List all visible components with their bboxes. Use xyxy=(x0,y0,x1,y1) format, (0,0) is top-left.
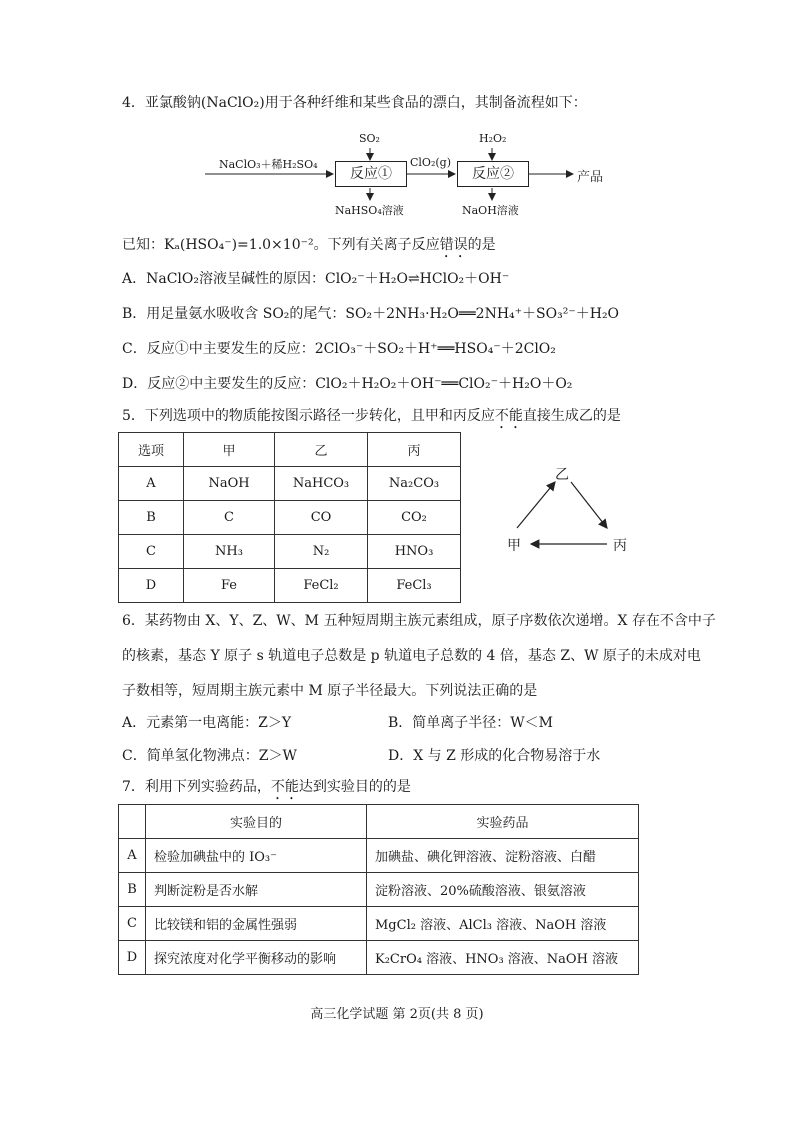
table-cell: D xyxy=(119,569,184,603)
table-cell: 判断淀粉是否水解 xyxy=(146,873,367,907)
q7-stem-emph: 不能 xyxy=(270,779,299,795)
table-cell: 比较镁和铝的金属性强弱 xyxy=(146,907,367,941)
flow-box-reaction1: 反应① xyxy=(335,161,407,187)
q4-option-d: D．反应②中主要发生的反应：ClO₂＋H₂O₂＋OH⁻══ClO₂⁻＋H₂O＋O₂ xyxy=(122,376,573,392)
table-cell: NaOH xyxy=(184,467,275,501)
table-cell: A xyxy=(119,839,146,873)
table-cell: Na₂CO₃ xyxy=(368,467,461,501)
table-cell: MgCl₂ 溶液、AlCl₃ 溶液、NaOH 溶液 xyxy=(367,907,639,941)
table-header: 丙 xyxy=(368,433,461,467)
flow-input: NaClO₃＋稀H₂SO₄ xyxy=(219,158,318,171)
flow-arrows xyxy=(205,130,625,220)
table-header: 实验目的 xyxy=(146,805,367,839)
table-cell: CO₂ xyxy=(368,501,461,535)
table-cell: 淀粉溶液、20%硫酸溶液、银氨溶液 xyxy=(367,873,639,907)
q5-stem-post: 直接生成乙的是 xyxy=(522,408,621,424)
table-row xyxy=(119,569,461,603)
table-header xyxy=(119,805,146,839)
q7-stem-post: 达到实验目的的是 xyxy=(298,779,411,795)
table-cell: NaHCO₃ xyxy=(275,467,368,501)
table-cell: NH₃ xyxy=(184,535,275,569)
q4-known-post: 的是 xyxy=(467,237,496,253)
flow-box1-top: SO₂ xyxy=(359,132,380,145)
table-row xyxy=(119,501,461,535)
table-row xyxy=(119,907,639,941)
q4-known-pre: 已知：Kₐ(HSO₄⁻)=1.0×10⁻²。下列有关离子反应 xyxy=(122,237,440,253)
table-header-row xyxy=(119,433,461,467)
table-row xyxy=(119,839,639,873)
q5-stem-pre: 5．下列选项中的物质能按图示路径一步转化，且甲和丙反应 xyxy=(122,408,495,424)
q4-stem: 4．亚氯酸钠(NaClO₂)用于各种纤维和某些食品的漂白，其制备流程如下： xyxy=(122,95,587,111)
q4-known-emph: 错误 xyxy=(439,237,468,253)
table-row xyxy=(119,467,461,501)
q4-known xyxy=(122,234,496,261)
q6-option-d: D．X 与 Z 形成的化合物易溶于水 xyxy=(388,748,601,764)
flow-box2-top: H₂O₂ xyxy=(479,132,507,145)
diagram-node-top: 乙 xyxy=(555,467,569,483)
q4-option-b: B．用足量氨水吸收含 SO₂的尾气：SO₂＋2NH₃·H₂O══2NH₄⁺＋SO₃²⁻＋H₂O xyxy=(122,306,620,322)
q7-table xyxy=(118,804,639,975)
q5-stem-emph: 不能 xyxy=(494,408,523,424)
q7-stem-pre: 7．利用下列实验药品， xyxy=(122,779,271,795)
flow-box2-bottom: NaOH溶液 xyxy=(462,204,519,217)
q7-stem xyxy=(122,776,411,803)
table-cell: Fe xyxy=(184,569,275,603)
table-cell: C xyxy=(184,501,275,535)
table-cell: B xyxy=(119,873,146,907)
flow-mid: ClO₂(g) xyxy=(410,156,451,169)
table-cell: A xyxy=(119,467,184,501)
table-header-row xyxy=(119,805,639,839)
table-cell: C xyxy=(119,907,146,941)
q4-flow-diagram xyxy=(205,130,625,220)
table-cell: 加碘盐、碘化钾溶液、淀粉溶液、白醋 xyxy=(367,839,639,873)
table-cell: 检验加碘盐中的 IO₃⁻ xyxy=(146,839,367,873)
table-cell: FeCl₂ xyxy=(275,569,368,603)
flow-output: 产品 xyxy=(577,170,604,185)
table-cell: C xyxy=(119,535,184,569)
table-header: 乙 xyxy=(275,433,368,467)
diagram-node-left: 甲 xyxy=(507,538,521,554)
table-cell: HNO₃ xyxy=(368,535,461,569)
table-cell: K₂CrO₄ 溶液、HNO₃ 溶液、NaOH 溶液 xyxy=(367,941,639,975)
q6-option-a: A．元素第一电离能：Z＞Y xyxy=(122,715,292,731)
q6-stem-line2: 的核素，基态 Y 原子 s 轨道电子总数是 p 轨道电子总数的 4 倍，基态 Z、W 原子的未成对电 xyxy=(122,648,701,664)
q6-option-b: B．简单离子半径：W＜M xyxy=(388,715,554,731)
diagram-node-right: 丙 xyxy=(613,538,627,554)
table-row xyxy=(119,535,461,569)
flow-box-reaction2: 反应② xyxy=(457,161,529,187)
flow-box1-bottom: NaHSO₄溶液 xyxy=(335,204,404,217)
q5-stem xyxy=(122,405,621,432)
table-cell: 探究浓度对化学平衡移动的影响 xyxy=(146,941,367,975)
table-header: 甲 xyxy=(184,433,275,467)
q6-stem-line3: 子数相等，短周期主族元素中 M 原子半径最大。下列说法正确的是 xyxy=(122,683,538,699)
q4-option-a: A．NaClO₂溶液呈碱性的原因：ClO₂⁻＋H₂O⇌HClO₂＋OH⁻ xyxy=(122,271,510,287)
table-header: 实验药品 xyxy=(367,805,639,839)
page-footer: 高三化学试题 第 2页(共 8 页) xyxy=(310,1007,484,1022)
table-cell: FeCl₃ xyxy=(368,569,461,603)
table-row xyxy=(119,941,639,975)
table-header: 选项 xyxy=(119,433,184,467)
q4-option-c: C．反应①中主要发生的反应：2ClO₃⁻＋SO₂＋H⁺══HSO₄⁻＋2ClO₂ xyxy=(122,341,556,357)
table-cell: B xyxy=(119,501,184,535)
table-cell: CO xyxy=(275,501,368,535)
table-cell: D xyxy=(119,941,146,975)
q6-stem-line1: 6．某药物由 X、Y、Z、W、M 五种短周期主族元素组成，原子序数依次递增。X 存在不含中子 xyxy=(122,613,716,629)
q6-option-c: C．简单氢化物沸点：Z＞W xyxy=(122,748,297,764)
q5-table xyxy=(118,432,461,603)
table-cell: N₂ xyxy=(275,535,368,569)
table-row xyxy=(119,873,639,907)
q5-triangle-diagram xyxy=(495,440,645,570)
